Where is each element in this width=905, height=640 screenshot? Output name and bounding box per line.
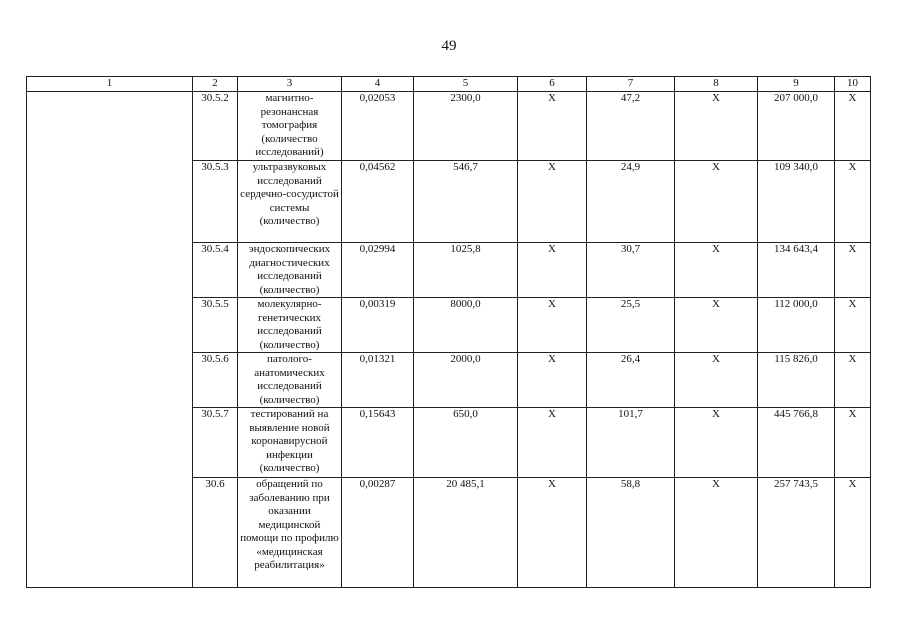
row-c9: 109 340,0 xyxy=(758,161,835,243)
row-c9: 115 826,0 xyxy=(758,353,835,408)
page-number: 49 xyxy=(441,38,457,54)
row-c10: X xyxy=(835,478,871,588)
header-cell-4: 4 xyxy=(342,77,414,92)
row-c9: 257 743,5 xyxy=(758,478,835,588)
row-c8: X xyxy=(675,243,758,298)
row-code: 30.5.5 xyxy=(193,298,238,353)
row-name: ультразвуковых исследований сердечно-сосудистой системы (количество) xyxy=(238,161,342,243)
row-c8: X xyxy=(675,298,758,353)
header-row xyxy=(27,77,871,92)
row-c6: X xyxy=(518,161,587,243)
row-c10: X xyxy=(835,92,871,161)
row-c4: 0,00287 xyxy=(342,478,414,588)
row-code: 30.5.6 xyxy=(193,353,238,408)
row-name: магнитно-резонансная томография (количество исследований) xyxy=(238,92,342,161)
row-c9: 445 766,8 xyxy=(758,408,835,478)
row-c5: 2300,0 xyxy=(414,92,518,161)
row-c7: 24,9 xyxy=(587,161,675,243)
row-c8: X xyxy=(675,92,758,161)
row-c7: 47,2 xyxy=(587,92,675,161)
row-c10: X xyxy=(835,161,871,243)
row-c6: X xyxy=(518,243,587,298)
row-c8: X xyxy=(675,353,758,408)
table-row xyxy=(27,92,871,161)
row-c6: X xyxy=(518,353,587,408)
row-name: молекулярно-генетических исследований (количество) xyxy=(238,298,342,353)
row-c5: 1025,8 xyxy=(414,243,518,298)
row-code: 30.5.3 xyxy=(193,161,238,243)
row-c7: 101,7 xyxy=(587,408,675,478)
row-c8: X xyxy=(675,161,758,243)
row-code: 30.5.7 xyxy=(193,408,238,478)
header-cell-3: 3 xyxy=(238,77,342,92)
row-name: обращений по заболеванию при оказании медицинской помощи по профилю «медицинская реабилитация» xyxy=(238,478,342,588)
row-c8: X xyxy=(675,478,758,588)
row-c4: 0,15643 xyxy=(342,408,414,478)
row-c5: 8000,0 xyxy=(414,298,518,353)
row-c9: 134 643,4 xyxy=(758,243,835,298)
header-cell-8: 8 xyxy=(675,77,758,92)
row-c4: 0,02053 xyxy=(342,92,414,161)
row-c7: 25,5 xyxy=(587,298,675,353)
row-code: 30.6 xyxy=(193,478,238,588)
row-c7: 30,7 xyxy=(587,243,675,298)
header-cell-1: 1 xyxy=(27,77,193,92)
header-cell-6: 6 xyxy=(518,77,587,92)
row-c6: X xyxy=(518,478,587,588)
row-c5: 650,0 xyxy=(414,408,518,478)
data-table xyxy=(26,76,871,588)
row-c9: 207 000,0 xyxy=(758,92,835,161)
row-c10: X xyxy=(835,298,871,353)
header-cell-9: 9 xyxy=(758,77,835,92)
row-c5: 546,7 xyxy=(414,161,518,243)
row-c4: 0,04562 xyxy=(342,161,414,243)
row-code: 30.5.2 xyxy=(193,92,238,161)
row-c7: 26,4 xyxy=(587,353,675,408)
row-c9: 112 000,0 xyxy=(758,298,835,353)
row-c4: 0,00319 xyxy=(342,298,414,353)
row-c4: 0,01321 xyxy=(342,353,414,408)
row-c6: X xyxy=(518,92,587,161)
row-c10: X xyxy=(835,353,871,408)
row-c10: X xyxy=(835,408,871,478)
row-code: 30.5.4 xyxy=(193,243,238,298)
row-name: патолого-анатомических исследований (количество) xyxy=(238,353,342,408)
header-cell-7: 7 xyxy=(587,77,675,92)
row-c4: 0,02994 xyxy=(342,243,414,298)
header-cell-10: 10 xyxy=(835,77,871,92)
row-c7: 58,8 xyxy=(587,478,675,588)
row-name: эндоскопических диагностических исследований (количество) xyxy=(238,243,342,298)
row-c10: X xyxy=(835,243,871,298)
header-cell-2: 2 xyxy=(193,77,238,92)
row-c8: X xyxy=(675,408,758,478)
header-cell-5: 5 xyxy=(414,77,518,92)
row-c5: 2000,0 xyxy=(414,353,518,408)
row-name: тестирований на выявление новой коронавирусной инфекции (количество) xyxy=(238,408,342,478)
row-c5: 20 485,1 xyxy=(414,478,518,588)
row-c6: X xyxy=(518,298,587,353)
group-cell xyxy=(27,92,193,588)
row-c6: X xyxy=(518,408,587,478)
